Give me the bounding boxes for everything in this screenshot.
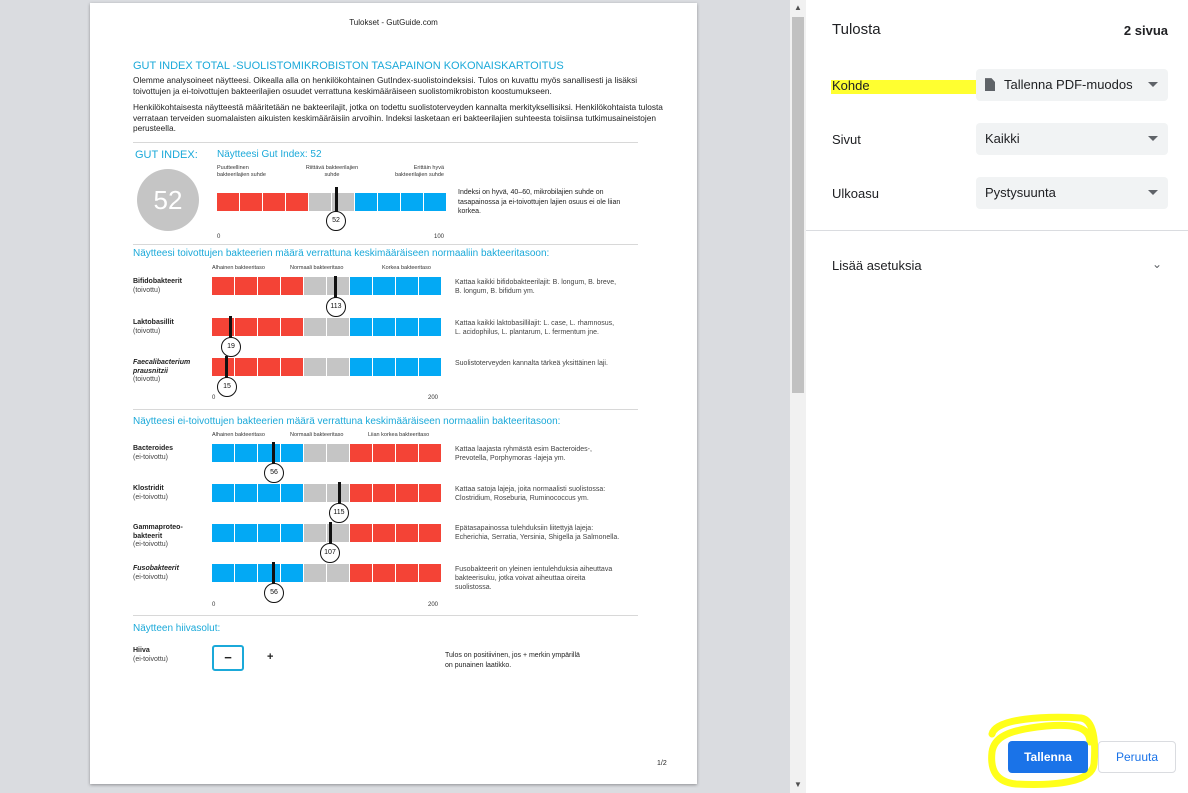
- bacteria-label: Faecalibacterium prausnitzii (toivottu): [133, 359, 191, 383]
- pages-label: Sivut: [832, 132, 861, 147]
- layout-value: Pystysuunta: [985, 185, 1056, 200]
- bacteria-label: Klostridit (ei-toivottu): [133, 485, 169, 501]
- bacteria-desc: Epätasapainossa tulehduksiin liitettyjä lajeja: Echerichia, Serratia, Yersinia, Shigella ja Salmonella.: [455, 525, 620, 541]
- bacteria-desc: Kattaa kaikki bifidobakteerilajit: B. longum, B. breve, B. longum, B. bifidum ym.: [455, 279, 617, 295]
- gut-index-circle: 52: [137, 169, 199, 231]
- gut-axis-min: 0: [217, 234, 221, 240]
- gut-axis-max: 100: [434, 234, 445, 240]
- scroll-down-arrow[interactable]: ▼: [794, 780, 802, 789]
- section-unwanted-title: Näytteesi ei-toivottujen bakteerien määrä verrattuna keskimääräiseen normaaliin bakteeritasoon:: [133, 416, 561, 427]
- scroll-thumb[interactable]: [792, 17, 804, 393]
- bacteria-bar: [212, 444, 441, 462]
- level-low-label: Alhainen bakteeritaso: [212, 432, 265, 438]
- yeast-negative-box: −: [212, 645, 244, 671]
- bacteria-desc: Kattaa kaikki laktobasillilajit: L. case, L. rhamnosus, L. acidophilus, L. plantarum, L. fermentum jne.: [455, 320, 615, 336]
- bacteria-value: 107: [320, 543, 340, 563]
- destination-label: Kohde: [832, 78, 870, 93]
- bacteria-bar: [212, 564, 441, 582]
- yeast-desc: Tulos on positiivinen, jos + merkin ympärillä on punainen laatikko.: [445, 652, 580, 669]
- divider: [133, 142, 638, 143]
- level-normal-label: Normaali bakteeritaso: [290, 265, 344, 271]
- bacteria-label: Bifidobakteerit (toivottu): [133, 278, 183, 294]
- yeast-positive-mark: +: [267, 651, 274, 663]
- bacteria-label: Gammaproteo-bakteerit (ei-toivottu): [133, 524, 183, 548]
- bacteria-value: 56: [264, 583, 284, 603]
- gut-index-heading: Näytteesi Gut Index: 52: [217, 149, 322, 160]
- level-low-label: Alhainen bakteeritaso: [212, 265, 265, 271]
- yeast-title: Näytteen hiivasolut:: [133, 623, 221, 634]
- page-count: 2 sivua: [1123, 23, 1168, 38]
- pages-select[interactable]: [976, 123, 1168, 155]
- axis-min: 0: [212, 395, 216, 401]
- gut-index-label: GUT INDEX:: [135, 149, 198, 161]
- layout-label: Ulkoasu: [832, 186, 879, 201]
- panel-title: Tulosta: [832, 21, 881, 38]
- bacteria-value: 15: [217, 377, 237, 397]
- scale-high-label: Erittäin hyvä bakteerilajien suhde: [395, 165, 444, 178]
- bacteria-bar: [212, 524, 441, 542]
- chevron-down-icon: [1148, 136, 1158, 141]
- page-header: Tulokset - GutGuide.com: [349, 18, 438, 27]
- axis-max: 200: [428, 395, 439, 401]
- bacteria-value: 115: [329, 503, 349, 523]
- save-button[interactable]: Tallenna: [1008, 741, 1088, 773]
- bacteria-desc: Suolistoterveyden kannalta tärkeä yksittäinen laji.: [455, 360, 608, 367]
- page-number: 1/2: [657, 760, 667, 767]
- panel-divider: [806, 230, 1188, 231]
- intro-paragraph-2: Henkilökohtaisesta näytteestä määritetään ne bakteerilajit, jotka on todettu suolistoterveyden kannalta merkityksellisiksi. Henkilökohtaista tulosta verrataan terveiden suomalaisten aikuisten keskimääräisiin arvoihin. Indeksi lasketaan eri bakteerilajien suhteesta toisiinsa tutkimusaineistojen perusteella.: [133, 102, 663, 133]
- file-icon: [985, 78, 995, 91]
- destination-value: Tallenna PDF-muodos: [1004, 77, 1133, 92]
- section-wanted-title: Näytteesi toivottujen bakteerien määrä verrattuna keskimääräiseen normaaliin bakteeritasoon:: [133, 248, 550, 259]
- layout-select[interactable]: [976, 177, 1168, 209]
- bacteria-label: Laktobasillit (toivottu): [133, 319, 174, 335]
- bacteria-desc: Fusobakteerit on yleinen ientulehduksia aiheuttava bakteerisuku, jotka voivat aiheuttaa oireita suolistossa.: [455, 566, 613, 591]
- intro-paragraph: Olemme analysoineet näytteesi. Oikealla alla on henkilökohtainen GutIndex-suolistoindeksisi. Tulos on kuvattu myös sanallisesti ja lisäksi toivottujen ja ei-toivottujen bakteerilajien osuudet verrattuna keskimääräiseen suolistomikrobiston koostumukseen.: [133, 75, 638, 96]
- level-too-high-label: Liian korkea bakteeritaso: [368, 432, 430, 438]
- print-settings-panel: [806, 0, 1188, 793]
- level-high-label: Korkea bakteeritaso: [382, 265, 431, 271]
- bacteria-value: 19: [221, 337, 241, 357]
- bacteria-desc: Kattaa satoja lajeja, joita normaalisti suolistossa: Clostridium, Roseburia, Ruminococcus ym.: [455, 486, 606, 502]
- divider: [133, 244, 638, 245]
- chevron-down-icon: [1148, 82, 1158, 87]
- bacteria-label: Fusobakteerit (ei-toivottu): [133, 565, 179, 581]
- axis-min: 0: [212, 602, 216, 608]
- divider: [133, 409, 638, 410]
- gut-index-bar: [217, 193, 446, 211]
- gut-index-marker: [335, 187, 338, 213]
- scale-low-label: Puutteellinen bakteerilajien suhde: [217, 165, 266, 178]
- gut-index-bubble: 52: [326, 211, 346, 231]
- preview-scrollbar[interactable]: [790, 0, 806, 793]
- gut-index-desc: Indeksi on hyvä, 40–60, mikrobilajien suhde on tasapainossa ja ei-toivottujen lajien osuus ei ole liian korkea.: [458, 189, 621, 215]
- level-normal-label: Normaali bakteeritaso: [290, 432, 344, 438]
- bacteria-label: Bacteroides (ei-toivottu): [133, 445, 174, 461]
- chevron-down-icon[interactable]: ⌄: [1151, 257, 1162, 271]
- cancel-button[interactable]: Peruuta: [1098, 741, 1176, 773]
- pages-value: Kaikki: [985, 131, 1020, 146]
- bacteria-value: 56: [264, 463, 284, 483]
- bacteria-value: 113: [326, 297, 346, 317]
- bacteria-bar: [212, 277, 441, 295]
- divider: [133, 615, 638, 616]
- document-page: [90, 3, 697, 784]
- bacteria-bar: [212, 358, 441, 376]
- scale-mid-label: Riittävä bakteerilajien suhde: [305, 165, 359, 178]
- more-settings-toggle[interactable]: Lisää asetuksia: [832, 258, 922, 273]
- bacteria-bar: [212, 318, 441, 336]
- document-title: GUT INDEX TOTAL -SUOLISTOMIKROBISTON TASAPAINON KOKONAISKARTOITUS: [133, 60, 564, 72]
- chevron-down-icon: [1148, 190, 1158, 195]
- destination-select[interactable]: [976, 69, 1168, 101]
- axis-max: 200: [428, 602, 439, 608]
- bacteria-desc: Kattaa laajasta ryhmästä esim Bacteroides-, Prevotella, Porphymoras -lajeja ym.: [455, 446, 592, 462]
- scroll-up-arrow[interactable]: ▲: [794, 3, 802, 12]
- yeast-label: Hiiva (ei-toivottu): [133, 647, 169, 663]
- bacteria-bar: [212, 484, 441, 502]
